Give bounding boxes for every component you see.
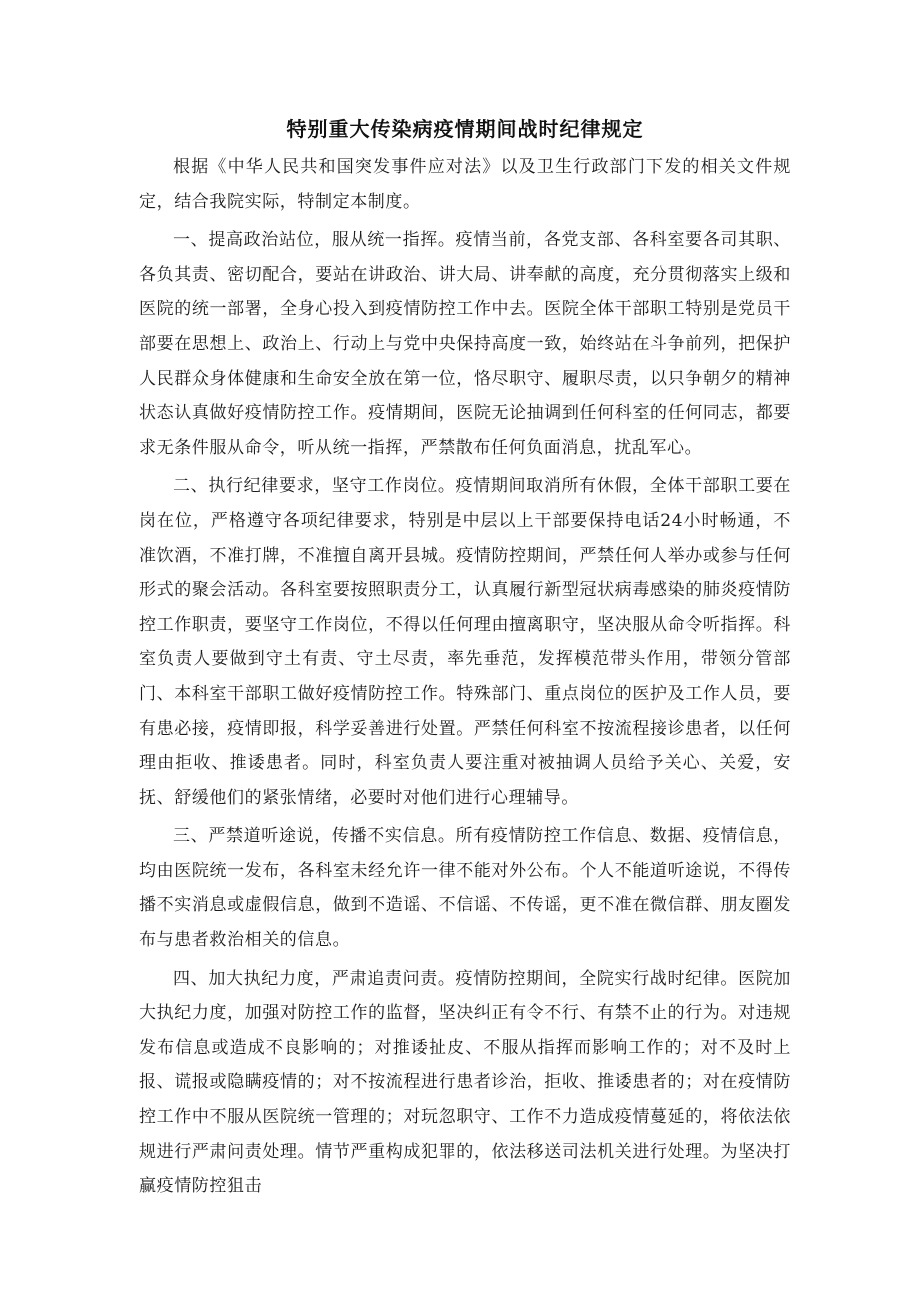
document-title: 特别重大传染病疫情期间战时纪律规定 <box>286 117 644 141</box>
paragraph-section-1: 一、提高政治站位，服从统一指挥。疫情当前，各党支部、各科室要各司其职、各负其责、密切配合，要站在讲政治、讲大局、讲奉献的高度，充分贯彻落实上级和医院的统一部署，全身心投入到疫情防控工作中去。医院全体干部职工特别是党员干部要在思想上、政治上、行动上与党中央保持高度一致，始终站在斗争前列，把保护人民群众身体健康和生命安全放在第一位，恪尽职守、履职尽责，以只争朝夕的精神状态认真做好疫情防控工作。疫情期间，医院无论抽调到任何科室的任何同志，都要求无条件服从命令，听从统一指挥，严禁散布任何负面消息，扰乱军心。 <box>139 230 791 458</box>
paragraph-section-2: 二、执行纪律要求，坚守工作岗位。疫情期间取消所有休假，全体干部职工要在岗在位，严格遵守各项纪律要求，特别是中层以上干部要保持电话24小时畅通，不准饮酒，不准打牌，不准擅自离开县城。疫情防控期间，严禁任何人举办或参与任何形式的聚会活动。各科室要按照职责分工，认真履行新型冠状病毒感染的肺炎疫情防控工作职责，要坚守工作岗位，不得以任何理由擅离职守，坚决服从命令听指挥。科室负责人要做到守土有责、守土尽责，率先垂范，发挥模范带头作用，带领分管部门、本科室干部职工做好疫情防控工作。特殊部门、重点岗位的医护及工作人员，要有患必接，疫情即报，科学妥善进行处置。严禁任何科室不按流程接诊患者，以任何理由拒收、推诿患者。同时，科室负责人要注重对被抽调人员给予关心、关爱，安抚、舒缓他们的紧张情绪，必要时对他们进行心理辅导。 <box>139 476 791 808</box>
document-page <box>139 112 791 1208</box>
paragraph-section-4: 四、加大执纪力度，严肃追责问责。疫情防控期间，全院实行战时纪律。医院加大执纪力度，加强对防控工作的监督，坚决纠正有令不行、有禁不止的行为。对违规发布信息或造成不良影响的；对推诿扯皮、不服从指挥而影响工作的；对不及时上报、谎报或隐瞒疫情的；对不按流程进行患者诊治，拒收、推诿患者的；对在疫情防控工作中不服从医院统一管理的；对玩忽职守、工作不力造成疫情蔓延的，将依法依规进行严肃问责处理。情节严重构成犯罪的，依法移送司法机关进行处理。为坚决打赢疫情防控狙击 <box>139 968 791 1197</box>
paragraph-section-3: 三、严禁道听途说，传播不实信息。所有疫情防控工作信息、数据、疫情信息，均由医院统一发布，各科室未经允许一律不能对外公布。个人不能道听途说，不得传播不实消息或虚假信息，做到不造谣、不信谣、不传谣，更不准在微信群、朋友圈发布与患者救治相关的信息。 <box>139 826 791 951</box>
paragraph-intro: 根据《中华人民共和国突发事件应对法》以及卫生行政部门下发的相关文件规定，结合我院实际，特制定本制度。 <box>139 157 791 212</box>
